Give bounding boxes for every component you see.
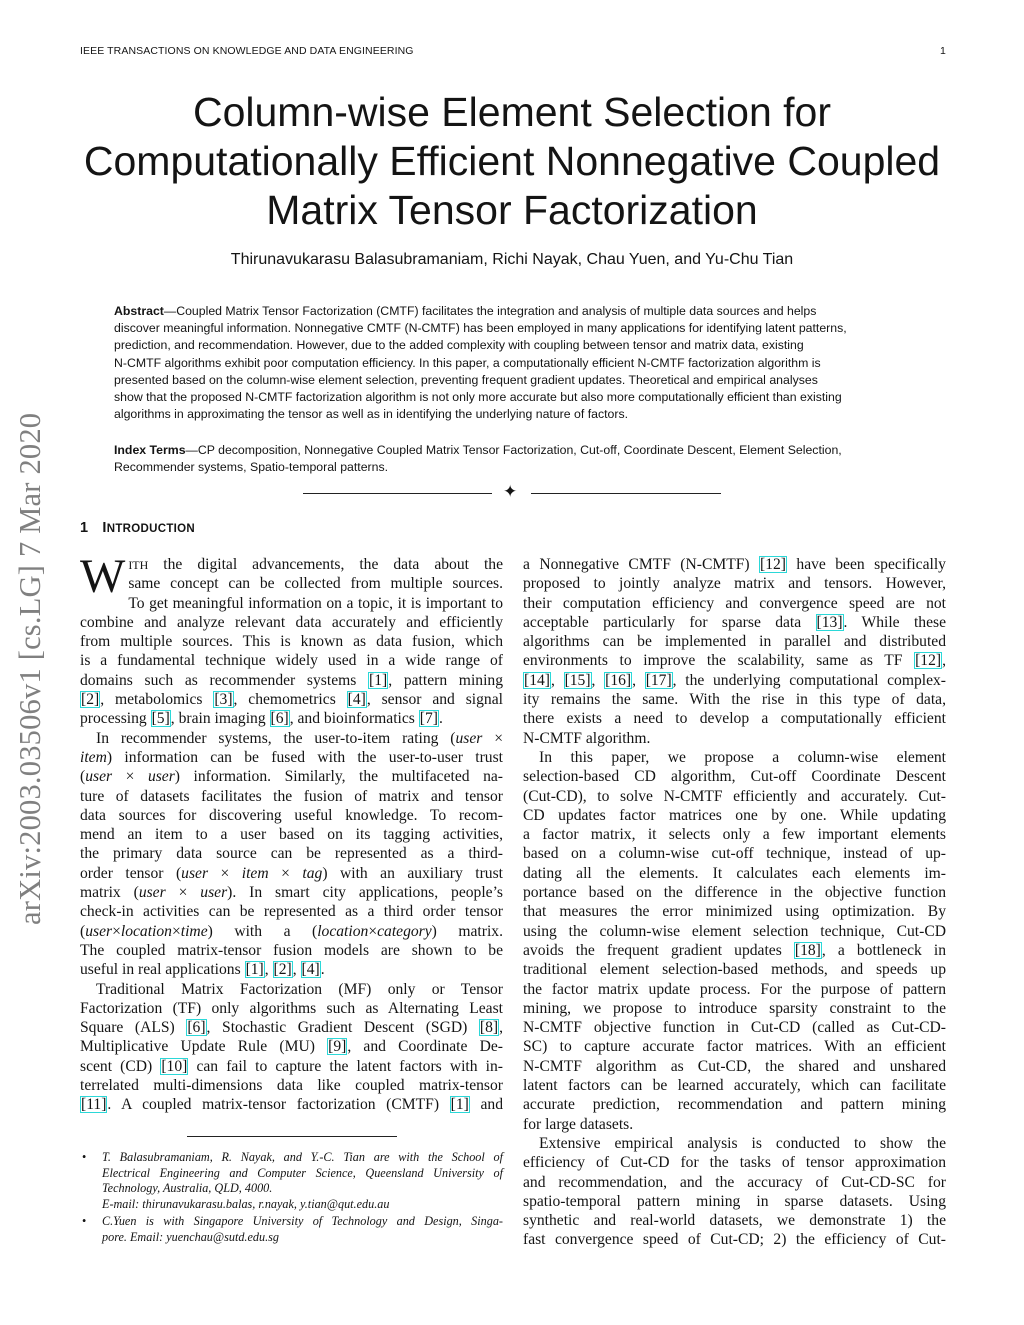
text-line: Traditional Matrix Factorization (MF) only or Tensor <box>96 980 503 998</box>
bullet-icon: • <box>82 1150 87 1164</box>
paragraph <box>523 555 946 748</box>
text-line: there exists a need to develop a computationally efficient <box>523 710 946 728</box>
text-line: accurate prediction, recommendation and pattern mining <box>523 1096 946 1114</box>
text-line: To get meaningful information on a topic, it is important to <box>128 594 503 612</box>
text-line: mining, we propose to introduce sparsity constraint to the <box>523 999 946 1017</box>
text-line: scent (CD) [10] can fail to capture the latent factors with in- <box>80 1057 503 1075</box>
citation-link[interactable]: [17] <box>645 671 672 689</box>
paragraph <box>523 748 946 1134</box>
footnote-line: pore. Email: yuenchau@sutd.edu.sg <box>102 1229 279 1244</box>
citation-link[interactable]: [13] <box>816 613 843 631</box>
body-column-right <box>523 555 946 1250</box>
text-line: mend an item to a user based on its tagging activities, <box>80 826 503 844</box>
text-line: N-CMTF algorithm. <box>523 729 651 747</box>
text-line: based on a column-wise cut-off technique, instead of up- <box>523 845 946 863</box>
text-line: using the column-wise element selection technique, Cut-CD <box>523 922 946 940</box>
index-terms-line: Recommender systems, Spatio-temporal patterns. <box>114 460 389 475</box>
text-line: traditional element selection-based methods, and speeds up <box>523 961 946 979</box>
citation-link[interactable]: [2] <box>81 691 100 709</box>
abstract-label: Abstract <box>114 304 164 318</box>
text-line: for large datasets. <box>523 1115 634 1133</box>
citation-link[interactable]: [4] <box>347 691 366 709</box>
text-line: ITH the digital advancements, the data about the <box>128 556 503 573</box>
text-line: a factor matrix, it selects only a few important elements <box>523 826 946 844</box>
citation-link[interactable]: [8] <box>479 1019 499 1037</box>
paragraph <box>80 729 503 980</box>
citation-link[interactable]: [12] <box>915 652 942 670</box>
section-title-initial: I <box>102 520 107 536</box>
citation-link[interactable]: [5] <box>151 710 170 728</box>
text-line: that measures the error minimized using optimization. By <box>523 903 946 921</box>
text-line: latent factors can be learned accurately, which can facilitate <box>523 1077 946 1095</box>
text-line: Factorization (TF) only algorithms such as Alternating Least <box>80 999 503 1017</box>
citation-link[interactable]: [9] <box>328 1038 347 1056</box>
footnote-rule <box>187 1136 397 1137</box>
citation-link[interactable]: [10] <box>161 1057 188 1075</box>
running-header <box>80 45 946 57</box>
abstract-line: discover meaningful information. Nonnegative CMTF (N-CMTF) has been employed in many applications for identifying latent patterns, <box>114 321 847 336</box>
journal-name: IEEE TRANSACTIONS ON KNOWLEDGE AND DATA ENGINEERING <box>80 45 414 57</box>
text-line: from multiple sources. This is known as data fusion, which <box>80 633 503 651</box>
abstract-line: N-CMTF algorithms exhibit poor computation efficiency. In this paper, a computationally efficient N-CMTF factorization algorithm is <box>114 355 821 370</box>
text-line: is a fundamental technique widely used in a wide range of <box>80 652 503 670</box>
text-line: (user × user) information. Similarly, the multifaceted na- <box>80 768 504 786</box>
footnotes <box>80 1150 503 1248</box>
text-line: check-in activities can be represented as a third order tensor <box>80 903 503 921</box>
text-line: ity remains the same. With the rise in this type of data, <box>523 691 946 709</box>
text-line: item) information can be fused with the user-to-user trust <box>80 748 503 766</box>
citation-link[interactable]: [3] <box>214 691 233 709</box>
text-line: proposed to jointly analyze matrix and tensors. However, <box>523 575 946 593</box>
section-heading <box>80 520 195 536</box>
text-line: domains such as recommender systems [1], pattern mining <box>80 671 503 689</box>
separator-rule-left <box>303 493 492 494</box>
text-line: The coupled matrix-tensor fusion models are shown to be <box>80 941 503 959</box>
citation-link[interactable]: [11] <box>81 1096 107 1114</box>
text-line: useful in real applications [1], [2], [4]. <box>80 961 325 979</box>
footnote-email[interactable]: E-mail: thirunavukarasu.balas, r.nayak, y.tian@qut.edu.au <box>102 1196 390 1211</box>
text-line: dating all the elements. It calculates each elements im- <box>523 864 946 882</box>
abstract-line: prediction, and recommendation. However, due to the added complexity with coupling between tensor and matrix data, existing <box>114 338 804 353</box>
citation-link[interactable]: [14] <box>524 671 550 689</box>
citation-link[interactable]: [1] <box>245 961 264 979</box>
index-terms-label: Index Terms <box>114 443 186 457</box>
text-line: the factor matrix update process. For the purpose of pattern <box>523 980 946 998</box>
page-number: 1 <box>940 45 946 57</box>
text-line: efficiency of Cut-CD for the tasks of tensor approximation <box>523 1154 946 1172</box>
author-list: Thirunavukarasu Balasubramaniam, Richi Nayak, Chau Yuen, and Yu-Chu Tian <box>230 251 794 268</box>
text-line: CD updates factor matrices one by one. While updating <box>523 806 946 824</box>
text-line: Multiplicative Update Rule (MU) [9], and Coordinate De- <box>80 1038 503 1056</box>
text-line: order tensor (user × item × tag) with an auxiliary trust <box>80 864 503 882</box>
arxiv-identifier[interactable]: arXiv:2003.03506v1 [cs.LG] 7 Mar 2020 <box>13 412 47 925</box>
text-line: Square (ALS) [6], Stochastic Gradient Descent (SGD) [8], <box>80 1019 503 1037</box>
text-line: fast convergence speed of Cut-CD; 2) the efficiency of Cut- <box>523 1231 946 1249</box>
section-title-rest: NTRODUCTION <box>106 523 195 535</box>
abstract-line: presented based on the column-wise element selection, preventing frequent gradient updates. Theoretical and empirical analyses <box>114 372 818 387</box>
text-line: In recommender systems, the user-to-item rating (user × <box>96 729 503 747</box>
separator-rule-right <box>531 493 721 494</box>
footnote-line: Electrical Engineering and Computer Science, Queensland University of <box>102 1165 503 1180</box>
text-line: algorithms can be implemented in parallel and distributed <box>523 633 946 651</box>
abstract <box>114 303 910 423</box>
text-line: synthetic and real-world datasets, we demonstrate 1) the <box>523 1212 946 1230</box>
footnote <box>80 1214 503 1245</box>
footnote-line: T. Balasubramaniam, R. Nayak, and Y.-C. Tian are with the School of <box>102 1150 503 1164</box>
drop-cap: W <box>80 550 126 603</box>
abstract-line: show that the proposed N-CMTF factorization algorithm is not only more accurate but also more computationally efficient than existing <box>114 390 842 405</box>
text-line: matrix (user × user). In smart city applications, people’s <box>80 884 503 902</box>
text-line: combine and analyze relevant data accurately and efficiently <box>80 613 503 631</box>
text-line: the primary data source can be represented as a third- <box>80 845 503 863</box>
citation-link[interactable]: [6] <box>187 1019 206 1037</box>
title-line: Matrix Tensor Factorization <box>266 187 758 233</box>
citation-link[interactable]: [1] <box>369 671 388 689</box>
body-column-left <box>80 550 504 1115</box>
title-line: Computationally Efficient Nonnegative Coupled <box>83 138 941 184</box>
text-line: (Cut-CD), to solve N-CMTF efficiently and accurately. Cut- <box>523 787 946 805</box>
text-line: a Nonnegative CMTF (N-CMTF) [12] have been specifically <box>523 556 946 573</box>
text-line: selection-based CD algorithm, Cut-off Coordinate Descent <box>523 768 946 786</box>
text-line: [14], [15], [16], [17], the underlying computational complex- <box>524 671 946 689</box>
text-line: (user×location×time) with a (location×category) matrix. <box>80 922 503 940</box>
text-line: Extensive empirical analysis is conducted to show the <box>539 1134 946 1152</box>
citation-link[interactable]: [15] <box>564 671 591 689</box>
text-line: [2], metabolomics [3], chemometrics [4], sensor and signal <box>81 691 503 709</box>
index-terms-line: —CP decomposition, Nonnegative Coupled Matrix Tensor Factorization, Cut-off, Coordinate Descent, Element Selection, <box>185 443 842 457</box>
text-line: ture of datasets facilitates the fusion of matrix and tensor <box>80 787 503 805</box>
text-line: spatio-temporal pattern mining in sparse datasets. Using <box>523 1192 946 1210</box>
text-line: In this paper, we propose a column-wise element <box>539 748 946 766</box>
citation-link[interactable]: [6] <box>270 710 289 728</box>
footnote-line: Technology, Australia, QLD, 4000. <box>102 1181 273 1196</box>
paragraph <box>523 1134 946 1250</box>
text-line: data sources for discovering useful knowledge. To recom- <box>80 806 503 824</box>
citation-link[interactable]: [2] <box>273 961 292 979</box>
text-line: SC) to capture accurate factor matrices. With an efficient <box>523 1038 946 1056</box>
text-line: portance based on the difference in the objective function <box>523 884 946 902</box>
paragraph <box>80 980 503 1115</box>
citation-link[interactable]: [12] <box>760 556 786 573</box>
abstract-line: algorithms in approximating the tensor as well as in identifying the underlying nature of factors. <box>114 407 629 422</box>
text-line: [11]. A coupled matrix-tensor factorization (CMTF) [1] and <box>81 1096 503 1114</box>
text-line: acceptable particularly for sparse data [13]. While these <box>523 613 946 631</box>
text-line: processing [5], brain imaging [6], and bioinformatics [7]. <box>80 710 443 728</box>
separator-star-icon: ✦ <box>503 482 518 502</box>
citation-link[interactable]: [16] <box>605 671 632 689</box>
text-line: terrelated multi-dimensions data like coupled matrix-tensor <box>80 1077 503 1095</box>
citation-link[interactable]: [7] <box>419 710 438 728</box>
index-terms <box>114 442 914 476</box>
footnote-line: C.Yuen is with Singapore University of Technology and Design, Singa- <box>102 1214 503 1229</box>
footnote <box>80 1150 503 1212</box>
text-line: N-CMTF objective function in Cut-CD (called as Cut-CD- <box>523 1019 946 1037</box>
text-line: same concept can be collected from multiple sources. <box>128 575 503 593</box>
title-line: Column-wise Element Selection for <box>192 89 832 135</box>
text-line: their computation efficiency and convergence speed are not <box>523 594 946 612</box>
paragraph <box>80 550 503 729</box>
bullet-icon: • <box>82 1214 87 1229</box>
section-number: 1 <box>80 520 89 536</box>
citation-link[interactable]: [18] <box>794 941 821 959</box>
text-line: avoids the frequent gradient updates [18], a bottleneck in <box>523 941 947 959</box>
text-line: environments to improve the scalability, same as TF [12], <box>523 652 946 670</box>
citation-link[interactable]: [4] <box>301 961 320 979</box>
text-line: N-CMTF algorithm as Cut-CD, the shared and unshared <box>523 1057 946 1075</box>
abstract-line: —Coupled Matrix Tensor Factorization (CMTF) facilitates the integration and analysis of multiple data sources and helps <box>163 304 817 318</box>
citation-link[interactable]: [1] <box>450 1096 469 1114</box>
text-line: and recommendation, and the accuracy of Cut-CD-SC for <box>523 1173 946 1191</box>
paper-title <box>60 88 964 235</box>
